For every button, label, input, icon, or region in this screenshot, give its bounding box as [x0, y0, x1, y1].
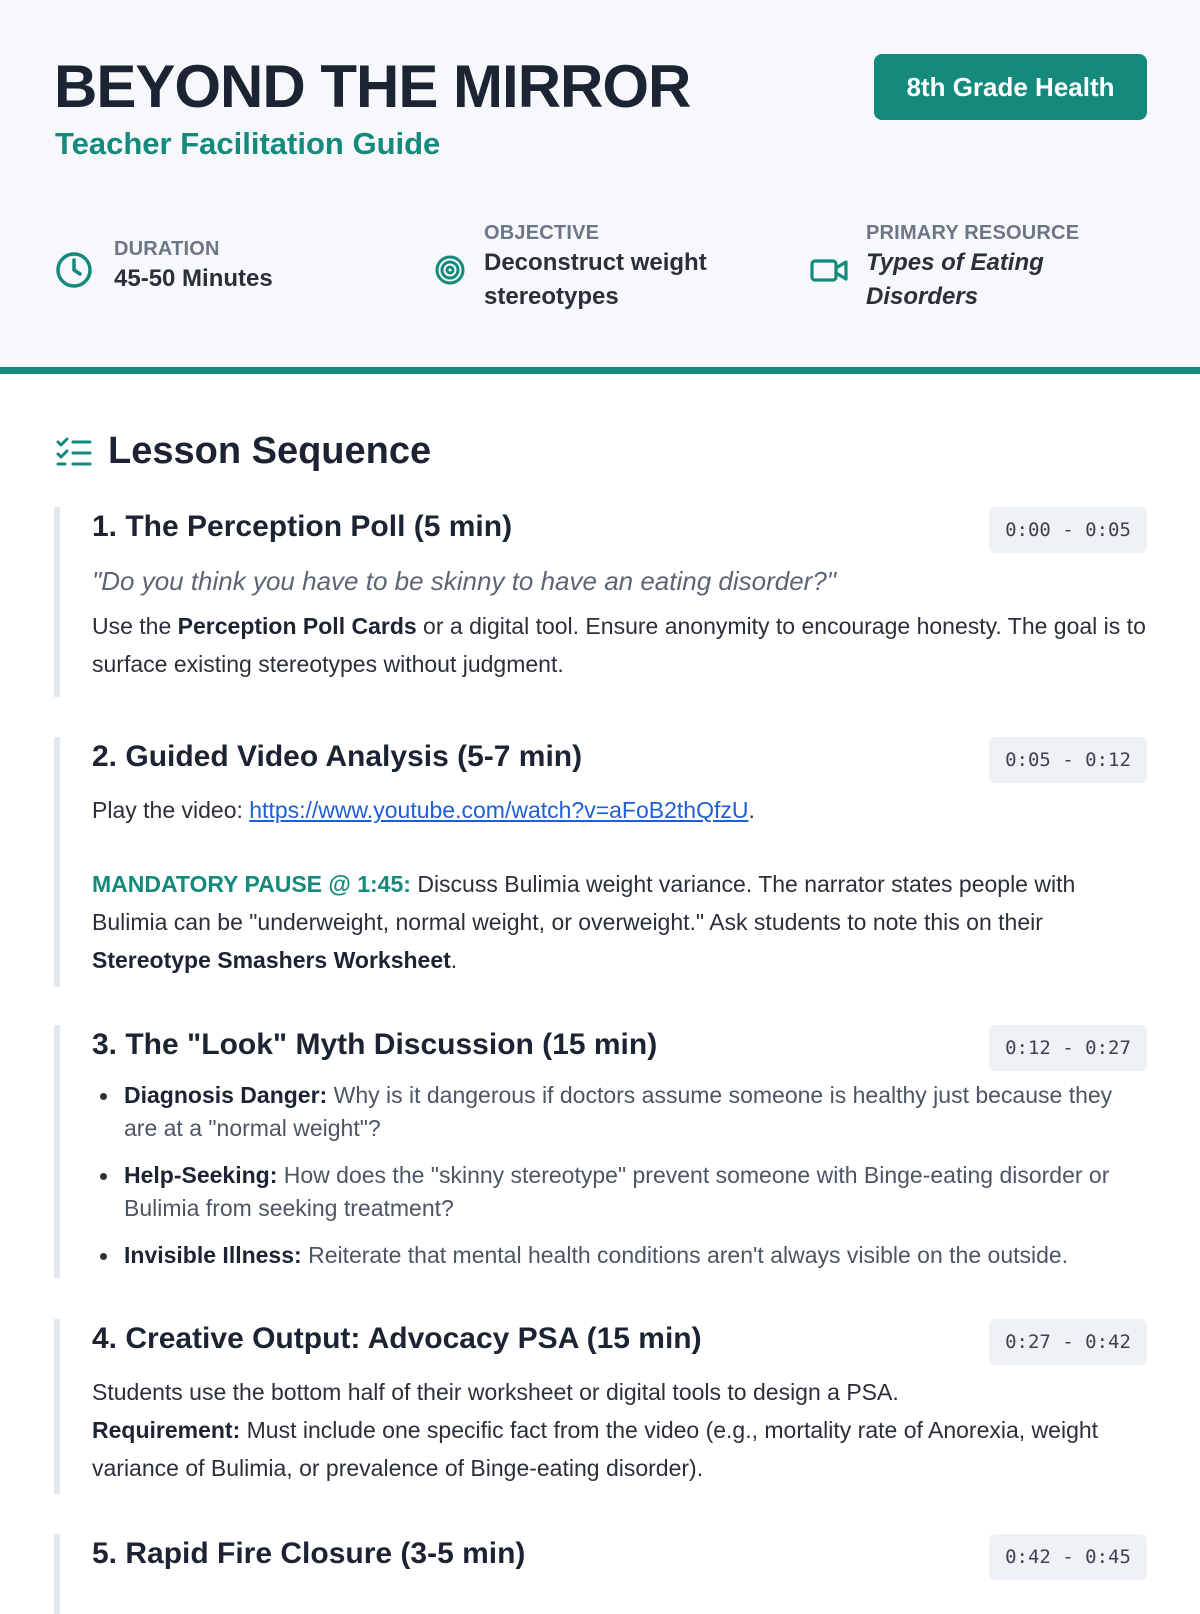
worksheet-name: Stereotype Smashers Worksheet — [92, 947, 451, 973]
list-item — [92, 1159, 1147, 1225]
step-4 — [54, 1319, 1147, 1494]
time-badge: 0:27 - 0:42 — [989, 1319, 1147, 1365]
list-item — [92, 1239, 1147, 1272]
body-text: Discuss Bulimia weight variance. The narrator states people with Bulimia can be "underweight, normal weight, or overweight." Ask students to note this on their — [92, 871, 1076, 935]
body-text: . — [450, 947, 458, 973]
body-text: Play the video: — [92, 797, 250, 823]
step-3 — [54, 1025, 1147, 1278]
resource-label: PRIMARY RESOURCE — [866, 222, 1080, 244]
step-title: 5. Rapid Fire Closure (3-5 min) — [92, 1537, 526, 1570]
page-subtitle: Teacher Facilitation Guide — [55, 126, 441, 161]
time-badge: 0:05 - 0:12 — [989, 737, 1147, 783]
body-text: Students use the bottom half of their worksheet or digital tools to design a PSA. — [92, 1379, 899, 1405]
time-badge: 0:42 - 0:45 — [989, 1534, 1147, 1580]
time-badge: 0:00 - 0:05 — [989, 507, 1147, 553]
item-text: Reiterate that mental health conditions aren't always visible on the outside. — [301, 1242, 1069, 1268]
step-body — [92, 1373, 1147, 1487]
body-text: . — [748, 797, 755, 823]
duration-value: 45-50 Minutes — [114, 265, 273, 292]
play-instruction — [92, 791, 1147, 829]
item-label: Help-Seeking: — [124, 1162, 278, 1188]
meta-resource — [810, 220, 1140, 314]
item-text: How does the "skinny stereotype" prevent someone with Binge-eating disorder or Bulimia from seeking treatment? — [124, 1162, 1110, 1221]
page-title: BEYOND THE MIRROR — [54, 53, 691, 120]
video-link[interactable]: https://www.youtube.com/watch?v=aFoB2thQfzU — [249, 797, 749, 823]
body-text: Use the — [92, 613, 178, 639]
objective-value: Deconstruct weight stereotypes — [484, 249, 707, 310]
meta-objective — [432, 220, 762, 314]
section-heading — [56, 430, 431, 473]
clock-icon — [54, 250, 94, 290]
step-1 — [54, 507, 1147, 697]
resource-name: Perception Poll Cards — [177, 613, 417, 639]
step-body — [92, 607, 1147, 683]
grade-badge: 8th Grade Health — [874, 54, 1147, 120]
item-text: Why is it dangerous if doctors assume someone is healthy just because they are at a "normal weight"? — [124, 1082, 1113, 1141]
pause-note — [92, 865, 1147, 979]
item-label: Diagnosis Danger: — [124, 1082, 328, 1108]
checklist-icon — [56, 434, 92, 470]
discussion-list — [92, 1079, 1147, 1272]
body-text: or a digital tool. Ensure anonymity to encourage honesty. The goal is to surface existing stereotypes without judgment. — [92, 613, 1146, 677]
step-5 — [54, 1534, 1147, 1614]
target-icon — [432, 250, 472, 290]
body-text: Must include one specific fact from the video (e.g., mortality rate of Anorexia, weight variance of Bulimia, or prevalence of Binge-eating disorder). — [92, 1417, 1099, 1481]
step-title: 3. The "Look" Myth Discussion (15 min) — [92, 1028, 658, 1061]
video-camera-icon — [810, 250, 850, 290]
requirement-label: Requirement: — [92, 1417, 241, 1443]
step-title: 1. The Perception Poll (5 min) — [92, 510, 513, 543]
list-item — [92, 1079, 1147, 1145]
header — [0, 0, 1200, 374]
time-badge: 0:12 - 0:27 — [989, 1025, 1147, 1071]
duration-label: DURATION — [114, 238, 220, 260]
section-title: Lesson Sequence — [108, 430, 432, 472]
meta-duration — [54, 236, 273, 296]
step-2 — [54, 737, 1147, 987]
objective-label: OBJECTIVE — [484, 222, 600, 244]
step-title: 4. Creative Output: Advocacy PSA (15 min) — [92, 1322, 702, 1355]
step-title: 2. Guided Video Analysis (5-7 min) — [92, 740, 583, 773]
step-quote: "Do you think you have to be skinny to have an eating disorder?" — [92, 566, 837, 596]
resource-value: Types of Eating Disorders — [866, 249, 1044, 310]
item-label: Invisible Illness: — [124, 1242, 302, 1268]
pause-label: MANDATORY PAUSE @ 1:45: — [92, 871, 411, 897]
